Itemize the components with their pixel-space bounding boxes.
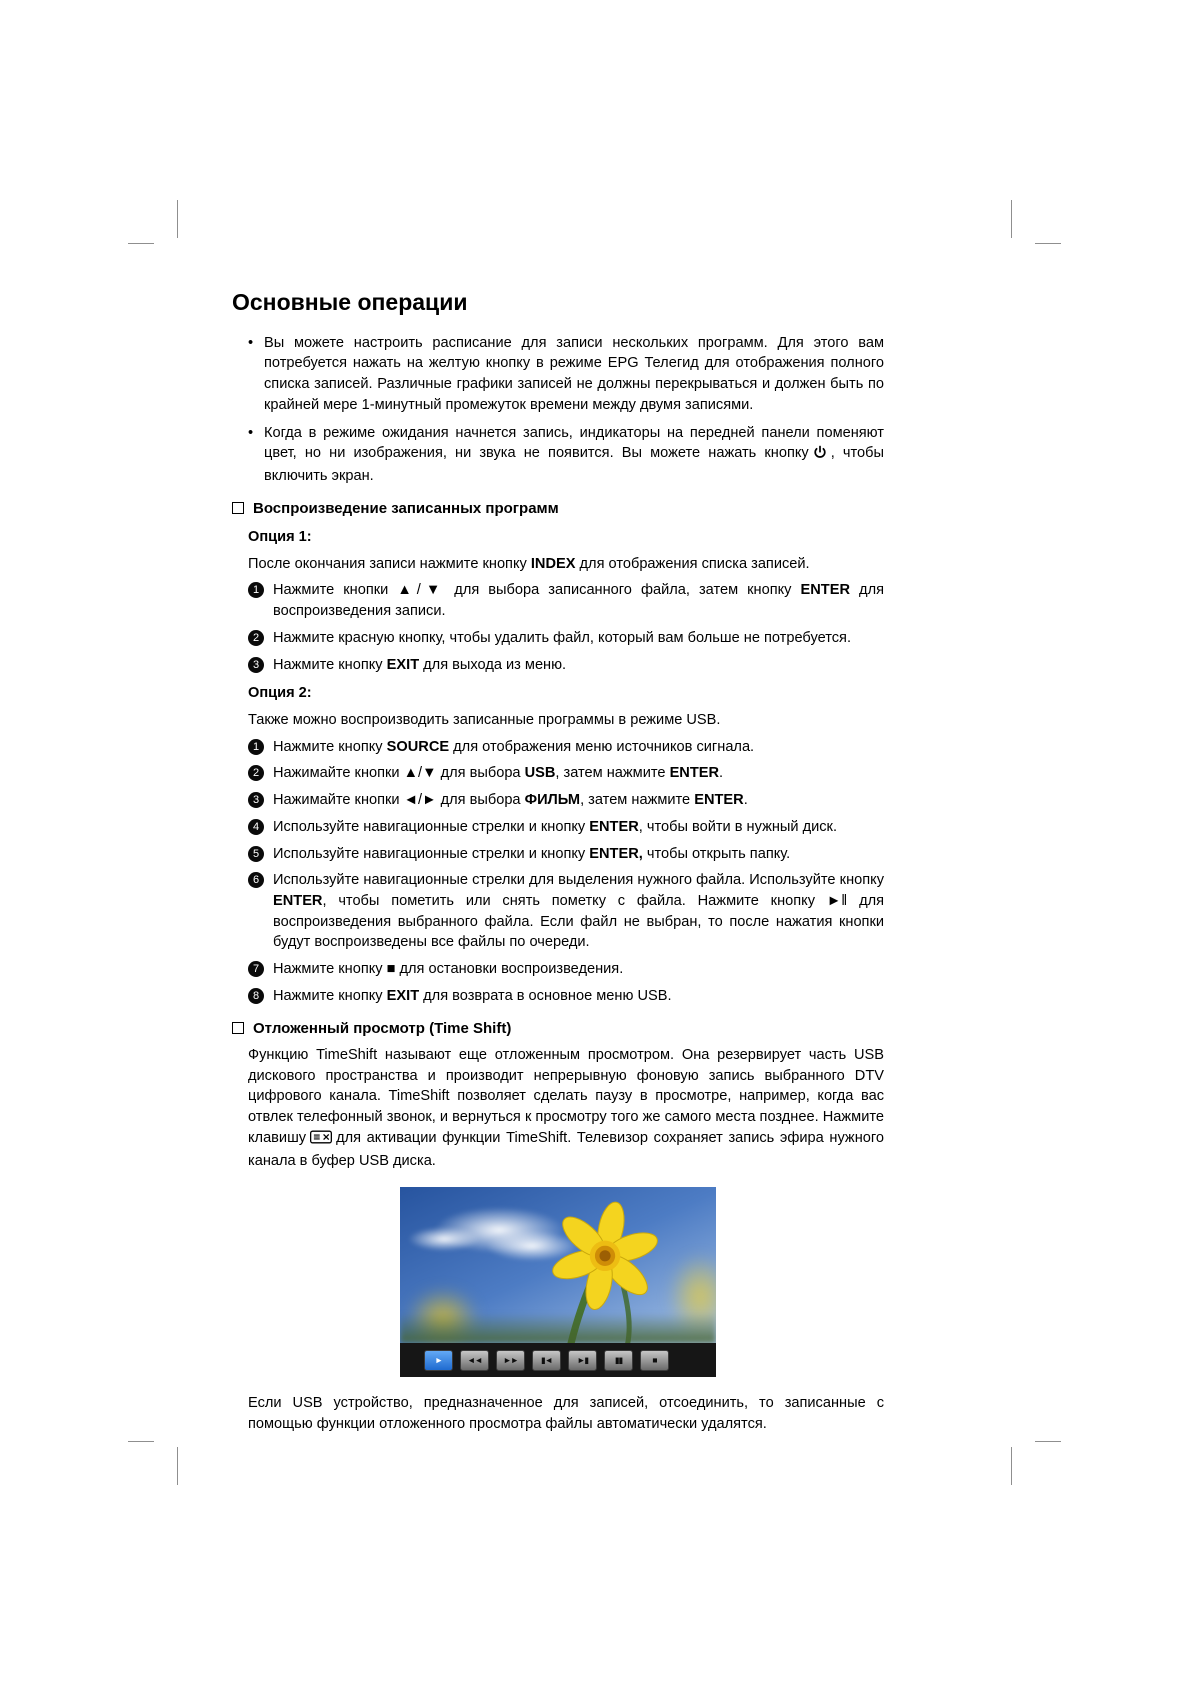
option1-intro-text: для отображения списка записей. (575, 555, 810, 572)
fast-forward-icon: ►► (503, 1355, 518, 1365)
rewind-button (460, 1350, 489, 1371)
option1-step-2 (232, 628, 884, 649)
step-text: Нажмите кнопку EXIT для выхода из меню. (273, 656, 567, 673)
intro-bullet-2-text (264, 423, 884, 487)
crop-mark (1011, 1447, 1012, 1485)
option1-intro-text: После окончания записи нажмите кнопку (248, 555, 531, 572)
timeshift-key-icon (310, 1130, 332, 1151)
step-text: Нажимайте кнопки ▲/▼ для выбора USB, затем нажмите ENTER. (273, 765, 724, 782)
timeshift-paragraph (232, 1045, 884, 1171)
step-number-badge: 1 (248, 582, 264, 598)
bullet-marker: • (248, 424, 254, 441)
footer-paragraph: Если USB устройство, предназначенное для записей, отсоединить, то записанные с помощью функции отложенного просмотра файлы автоматически удалятся. (248, 1395, 884, 1432)
section-timeshift-heading (232, 1018, 884, 1039)
step-number-badge: 3 (248, 792, 264, 808)
crop-mark (128, 243, 154, 244)
page-content (232, 286, 884, 1441)
option2-step-5 (232, 844, 884, 865)
step-text: Нажмите кнопку ■ для остановки воспроизведения. (273, 961, 624, 978)
option2-step-8 (232, 986, 884, 1007)
step-number-badge: 5 (248, 846, 264, 862)
option2-step-4 (232, 817, 884, 838)
previous-button (532, 1350, 561, 1371)
crop-mark (1035, 243, 1061, 244)
stop-icon: ■ (652, 1355, 657, 1365)
step-text: Нажмите кнопку SOURCE для отображения меню источников сигнала. (273, 738, 755, 755)
section-playback-heading (232, 498, 884, 519)
option2-step-2 (232, 763, 884, 784)
step-number-badge: 6 (248, 872, 264, 888)
step-number-badge: 8 (248, 988, 264, 1004)
crop-mark (177, 1447, 178, 1485)
intro-bullet-1 (232, 333, 884, 416)
crop-mark (1011, 200, 1012, 238)
step-number-badge: 2 (248, 630, 264, 646)
option2-intro: Также можно воспроизводить записанные программы в режиме USB. (248, 712, 721, 729)
crop-mark (177, 200, 178, 238)
power-icon (813, 445, 827, 466)
intro-bullet-2-part-a: Когда в режиме ожидания начнется запись, индикаторы на передней панели поменяют цвет, но ни изображения, ни звука не появится. Вы можете нажать кнопку (264, 424, 884, 462)
option2-step-3 (232, 790, 884, 811)
option2-step-1 (232, 737, 884, 758)
option1-intro (232, 554, 884, 575)
step-number-badge: 3 (248, 657, 264, 673)
bullet-marker: • (248, 334, 254, 351)
section-playback-title: Воспроизведение записанных программ (253, 499, 559, 517)
play-icon: ► (434, 1355, 443, 1365)
step-number-badge: 4 (248, 819, 264, 835)
intro-bullet-2-part-b: , чтобы включить экран. (264, 445, 885, 484)
step-text: Используйте навигационные стрелки и кнопку ENTER, чтобы войти в нужный диск. (273, 818, 837, 835)
option2-step-7 (232, 959, 884, 980)
pause-button (604, 1350, 633, 1371)
foliage-blur (400, 1313, 716, 1343)
option2-label: Опция 2: (248, 685, 312, 702)
playback-control-bar (400, 1343, 716, 1377)
play-button (424, 1350, 453, 1371)
timeshift-screenshot (400, 1187, 716, 1377)
step-number-badge: 7 (248, 961, 264, 977)
step-text: Нажмите красную кнопку, чтобы удалить файл, который вам больше не потребуется. (273, 629, 852, 646)
intro-bullet-2 (232, 423, 884, 487)
step-text: Нажмите кнопки ▲/▼ для выбора записанного файла, затем кнопку ENTER для воспроизведения записи. (273, 582, 884, 620)
option1-step-1 (232, 580, 884, 621)
page-title: Основные операции (232, 289, 468, 315)
stop-button (640, 1350, 669, 1371)
step-number-badge: 1 (248, 739, 264, 755)
key-name-index: INDEX (530, 555, 576, 572)
crop-mark (128, 1441, 154, 1442)
checkbox-square-icon (232, 502, 244, 514)
step-text: Нажмите кнопку EXIT для возврата в основное меню USB. (273, 987, 672, 1004)
option1-step-3 (232, 655, 884, 676)
step-text: Нажимайте кнопки ◄/► для выбора ФИЛЬМ, затем нажмите ENTER. (273, 792, 748, 809)
step-text: Используйте навигационные стрелки и кнопку ENTER, чтобы открыть папку. (273, 845, 791, 862)
timeshift-text-a: Функцию TimeShift называют еще отложенным просмотром. Она резервирует часть USB дискового пространства и производит непрерывную фоновую запись выбранного DTV цифрового канала. TimeShift позволяет сделать паузу в просмотре, например, когда вас отвлек телефонный звонок, и вернуться к просмотру того же самого места позднее. Нажмите клавишу (248, 1046, 884, 1146)
option2-step-6 (232, 870, 884, 953)
previous-icon: ▮◄ (540, 1355, 553, 1365)
crop-mark (1035, 1441, 1061, 1442)
rewind-icon: ◄◄ (467, 1355, 482, 1365)
section-timeshift-title: Отложенный просмотр (Time Shift) (253, 1019, 512, 1037)
step-text: Используйте навигационные стрелки для выделения нужного файла. Используйте кнопку ENTER, чтобы пометить или снять пометку с файла. Нажмите кнопку ►‖ для воспроизведения выбранного файла. Если файл не выбран, то после нажатия кнопки будут воспроизведены все файлы по очереди. (273, 872, 884, 951)
fast-forward-button (496, 1350, 525, 1371)
checkbox-square-icon (232, 1022, 244, 1034)
pause-icon: ▮▮ (614, 1355, 623, 1365)
next-button (568, 1350, 597, 1371)
intro-bullet-1-text: Вы можете настроить расписание для записи нескольких программ. Для этого вам потребуется нажать на желтую кнопку в режиме EPG Телегид для отображения полного списка записей. Различные графики записей не должны перекрываться и должен быть по крайней мере 1-минутный промежуток времени между двумя записями. (264, 334, 884, 413)
option1-label: Опция 1: (248, 528, 312, 545)
timeshift-text-b: для активации функции TimeShift. Телевизор сохраняет запись эфира нужного канала в буфер USB диска. (248, 1129, 884, 1169)
step-number-badge: 2 (248, 765, 264, 781)
next-icon: ►▮ (576, 1355, 589, 1365)
